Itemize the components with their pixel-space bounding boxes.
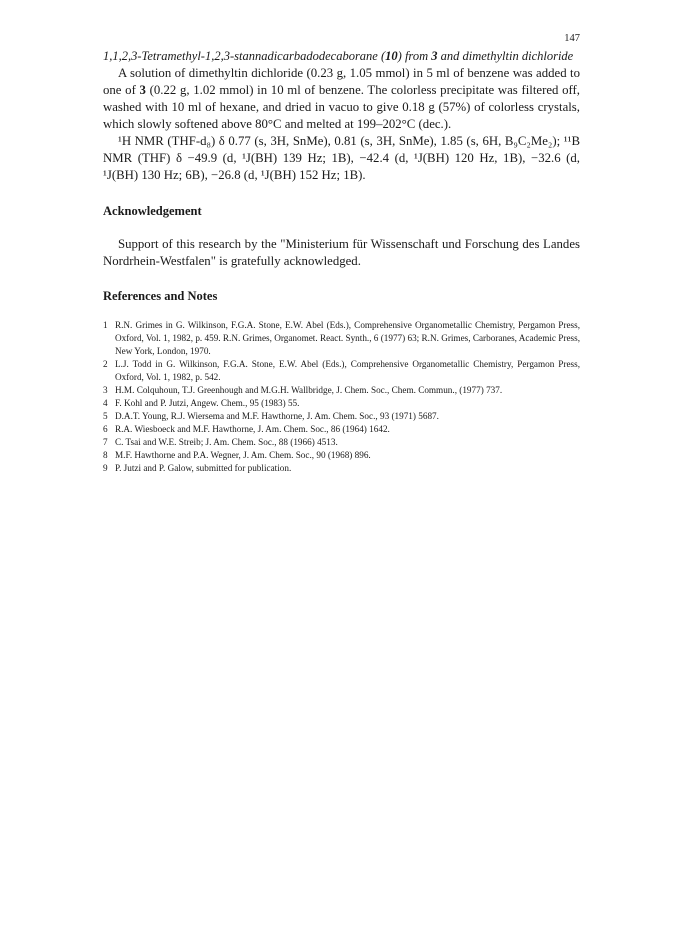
reference-item: [103, 319, 580, 358]
reference-number: 9: [103, 463, 108, 473]
reference-text: R.N. Grimes in G. Wilkinson, F.G.A. Stone, E.W. Abel (Eds.), Comprehensive Organometallic Chemistry, Pergamon Press, Oxford, Vol. 1, 1982, p. 459. R.N. Grimes, Organomet. React. Synth., 6 (1977) 63; R.N. Grimes, Carboranes, Academic Press, New York, London, 1970.: [115, 320, 580, 356]
reference-number: 1: [103, 320, 108, 330]
reference-item: [103, 358, 580, 384]
synthesis-text: (0.22 g, 1.02 mmol) in 10 ml of benzene. The colorless precipitate was filtered off, washed with 10 ml of hexane, and dried in vacuo to give 0.18 g (57%) of colorless crystals, which slowly softened above 80°C and melted at 199–202°C (dec.).: [103, 83, 580, 131]
reference-item: [103, 397, 580, 410]
synthesis-text: A solution of dimethyltin dichloride (0.23 g, 1.05 mmol) in 5 ml of benzene was added to one of: [103, 66, 580, 97]
compound-heading: [103, 48, 580, 65]
reference-number: 7: [103, 437, 108, 447]
nmr-data-paragraph: ¹H NMR (THF-d₈) δ 0.77 (s, 3H, SnMe), 0.81 (s, 3H, SnMe), 1.85 (s, 6H, B₉C₂Me₂); ¹¹B NMR (THF) δ −49.9 (d, ¹J(BH) 139 Hz; 1B), −42.4 (d, ¹J(BH) 120 Hz, 1B), −32.6 (d, ¹J(BH) 130 Hz; 6B), −26.8 (d, ¹J(BH) 152 Hz; 1B).: [103, 134, 580, 182]
reference-item: [103, 423, 580, 436]
compound-reference: 3: [139, 83, 146, 97]
compound-number: 10: [385, 49, 398, 63]
acknowledgement-title: Acknowledgement: [103, 204, 202, 218]
page-number: 147: [564, 33, 580, 44]
reference-text: H.M. Colquhoun, T.J. Greenhough and M.G.H. Wallbridge, J. Chem. Soc., Chem. Commun., (1977) 737.: [115, 385, 503, 395]
reference-number: 8: [103, 450, 108, 460]
reference-text: F. Kohl and P. Jutzi, Angew. Chem., 95 (1983) 55.: [115, 398, 300, 408]
compound-reference: 3: [431, 49, 438, 63]
reference-item: [103, 462, 580, 475]
reference-number: 2: [103, 359, 108, 369]
reference-text: D.A.T. Young, R.J. Wiersema and M.F. Hawthorne, J. Am. Chem. Soc., 93 (1971) 5687.: [115, 411, 439, 421]
compound-heading-text: ) from: [397, 49, 432, 63]
reference-text: L.J. Todd in G. Wilkinson, F.G.A. Stone, E.W. Abel (Eds.), Comprehensive Organometallic Chemistry, Pergamon Press, Oxford, Vol. 1, 1982, p. 542.: [115, 359, 580, 382]
reference-text: C. Tsai and W.E. Streib; J. Am. Chem. Soc., 88 (1966) 4513.: [115, 437, 338, 447]
reference-item: [103, 449, 580, 462]
reference-item: [103, 384, 580, 397]
references-list: [103, 319, 580, 475]
reference-number: 3: [103, 385, 108, 395]
compound-heading-text: 1,1,2,3-Tetramethyl-1,2,3-stannadicarbadodecaborane (: [103, 49, 386, 63]
reference-item: [103, 436, 580, 449]
reference-number: 6: [103, 424, 108, 434]
reference-text: M.F. Hawthorne and P.A. Wegner, J. Am. Chem. Soc., 90 (1968) 896.: [115, 450, 371, 460]
reference-item: [103, 410, 580, 423]
article-body: [103, 48, 580, 475]
reference-text: R.A. Wiesboeck and M.F. Hawthorne, J. Am. Chem. Soc., 86 (1964) 1642.: [115, 424, 390, 434]
references-title: References and Notes: [103, 289, 218, 303]
compound-heading-text: and dimethyltin dichloride: [437, 49, 574, 63]
acknowledgement-text: Support of this research by the "Ministerium für Wissenschaft und Forschung des Landes Nordrhein-Westfalen" is gratefully acknowledged.: [103, 237, 580, 268]
reference-number: 5: [103, 411, 108, 421]
synthesis-paragraph: [103, 65, 580, 133]
reference-number: 4: [103, 398, 108, 408]
reference-text: P. Jutzi and P. Galow, submitted for publication.: [115, 463, 292, 473]
